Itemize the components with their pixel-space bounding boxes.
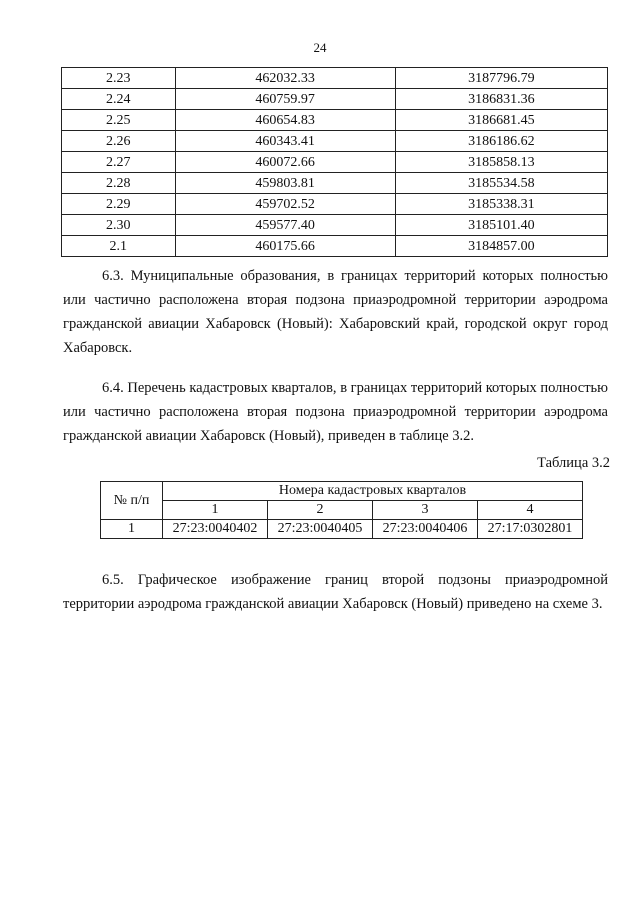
cadastral-quarter: 27:23:0040402	[163, 520, 268, 539]
page-number: 24	[313, 40, 327, 55]
table-row	[62, 152, 608, 173]
point-number: 2.27	[62, 152, 176, 173]
point-number: 2.1	[62, 236, 176, 257]
coordinate-y: 3187796.79	[395, 68, 607, 89]
cadastral-quarter: 27:23:0040406	[373, 520, 478, 539]
table-row	[62, 68, 608, 89]
cadastral-quarters-table	[100, 481, 583, 539]
coordinate-y: 3185534.58	[395, 173, 607, 194]
coordinate-y: 3184857.00	[395, 236, 607, 257]
coordinate-x: 460343.41	[175, 131, 395, 152]
table-caption: Таблица 3.2	[537, 455, 610, 471]
coordinate-x: 460759.97	[175, 89, 395, 110]
coordinates-table	[61, 67, 608, 257]
table-row	[62, 110, 608, 131]
point-number: 2.23	[62, 68, 176, 89]
cadastral-quarter: 27:23:0040405	[268, 520, 373, 539]
paragraph-6-3: 6.3. Муниципальные образования, в границах территорий которых полностью или частично расположена вторая подзона приаэродромной территории аэродрома гражданской авиации Хабаровск (Новый): Хабаровский край, городской округ город Хабаровск.	[63, 268, 608, 356]
column-number: 4	[478, 501, 583, 520]
coordinate-y: 3185858.13	[395, 152, 607, 173]
row-number: 1	[101, 520, 163, 539]
coordinate-x: 460175.66	[175, 236, 395, 257]
cadastral-quarter: 27:17:0302801	[478, 520, 583, 539]
table-row	[62, 89, 608, 110]
coordinate-x: 459803.81	[175, 173, 395, 194]
coordinate-x: 460072.66	[175, 152, 395, 173]
table-row	[62, 131, 608, 152]
table-row	[62, 215, 608, 236]
column-number: 3	[373, 501, 478, 520]
header-quarters: Номера кадастровых кварталов	[163, 482, 583, 501]
table-header-row	[101, 482, 583, 501]
coordinate-y: 3186831.36	[395, 89, 607, 110]
point-number: 2.28	[62, 173, 176, 194]
table-column-numbers-row	[101, 501, 583, 520]
table-row	[62, 194, 608, 215]
coordinate-y: 3186681.45	[395, 110, 607, 131]
point-number: 2.29	[62, 194, 176, 215]
coordinate-x: 460654.83	[175, 110, 395, 131]
coordinate-x: 459702.52	[175, 194, 395, 215]
coordinate-x: 459577.40	[175, 215, 395, 236]
paragraph-6-4: 6.4. Перечень кадастровых кварталов, в границах территорий которых полностью или частично расположена вторая подзона приаэродромной территории аэродрома гражданской авиации Хабаровск (Новый), приведен в таблице 3.2.	[63, 380, 608, 444]
table-row	[62, 173, 608, 194]
paragraph-6-5: 6.5. Графическое изображение границ второй подзоны приаэродромной территории аэродрома гражданской авиации Хабаровск (Новый) приведено на схеме 3.	[63, 572, 608, 612]
header-num: № п/п	[101, 482, 163, 520]
point-number: 2.25	[62, 110, 176, 131]
table-row	[62, 236, 608, 257]
coordinate-x: 462032.33	[175, 68, 395, 89]
column-number: 2	[268, 501, 373, 520]
point-number: 2.26	[62, 131, 176, 152]
column-number: 1	[163, 501, 268, 520]
coordinate-y: 3186186.62	[395, 131, 607, 152]
coordinate-y: 3185101.40	[395, 215, 607, 236]
point-number: 2.24	[62, 89, 176, 110]
point-number: 2.30	[62, 215, 176, 236]
table-row	[101, 520, 583, 539]
coordinate-y: 3185338.31	[395, 194, 607, 215]
